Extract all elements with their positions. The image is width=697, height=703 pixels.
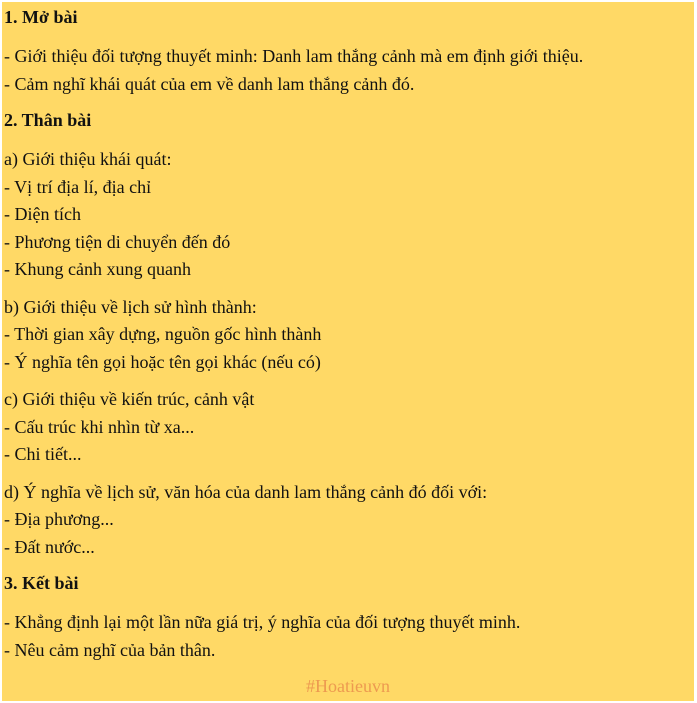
ket-bai-line: - Nêu cảm nghĩ của bản thân. xyxy=(4,639,216,660)
watermark-text: #Hoatieuvn xyxy=(306,676,390,696)
list-item: - Phương tiện di chuyển đến đó xyxy=(4,231,231,252)
list-item: - Diện tích xyxy=(4,204,81,224)
list-item: - Ý nghĩa tên gọi hoặc tên gọi khác (nếu có) xyxy=(4,351,321,372)
list-item: - Địa phương... xyxy=(4,509,114,529)
mo-bai-line: - Cảm nghĩ khái quát của em về danh lam thắng cảnh đó. xyxy=(4,73,415,94)
list-item: - Khung cảnh xung quanh xyxy=(4,259,191,279)
subsection-heading: d) Ý nghĩa về lịch sử, văn hóa của danh lam thắng cảnh đó đối với: xyxy=(4,481,488,502)
list-item: - Đất nước... xyxy=(4,536,95,557)
subsection-heading: a) Giới thiệu khái quát: xyxy=(4,149,172,169)
list-item: - Cấu trúc khi nhìn từ xa... xyxy=(4,416,195,437)
subsection-heading: c) Giới thiệu về kiến trúc, cảnh vật xyxy=(4,389,255,409)
section-title-ket-bai: 3. Kết bài xyxy=(4,573,79,593)
mo-bai-line: - Giới thiệu đối tượng thuyết minh: Danh lam thắng cảnh mà em định giới thiệu. xyxy=(4,46,584,66)
section-title-mo-bai: 1. Mở bài xyxy=(4,7,78,27)
ket-bai-line: - Khẳng định lại một lần nữa giá trị, ý nghĩa của đối tượng thuyết minh. xyxy=(4,612,521,632)
list-item: - Vị trí địa lí, địa chỉ xyxy=(4,176,152,197)
subsection-heading: b) Giới thiệu về lịch sử hình thành: xyxy=(4,296,257,317)
list-item: - Thời gian xây dựng, nguồn gốc hình thành xyxy=(4,324,322,344)
outline-content xyxy=(4,5,690,664)
list-item: - Chi tiết... xyxy=(4,444,82,464)
outline-card xyxy=(2,2,694,701)
section-title-than-bai: 2. Thân bài xyxy=(4,110,92,130)
